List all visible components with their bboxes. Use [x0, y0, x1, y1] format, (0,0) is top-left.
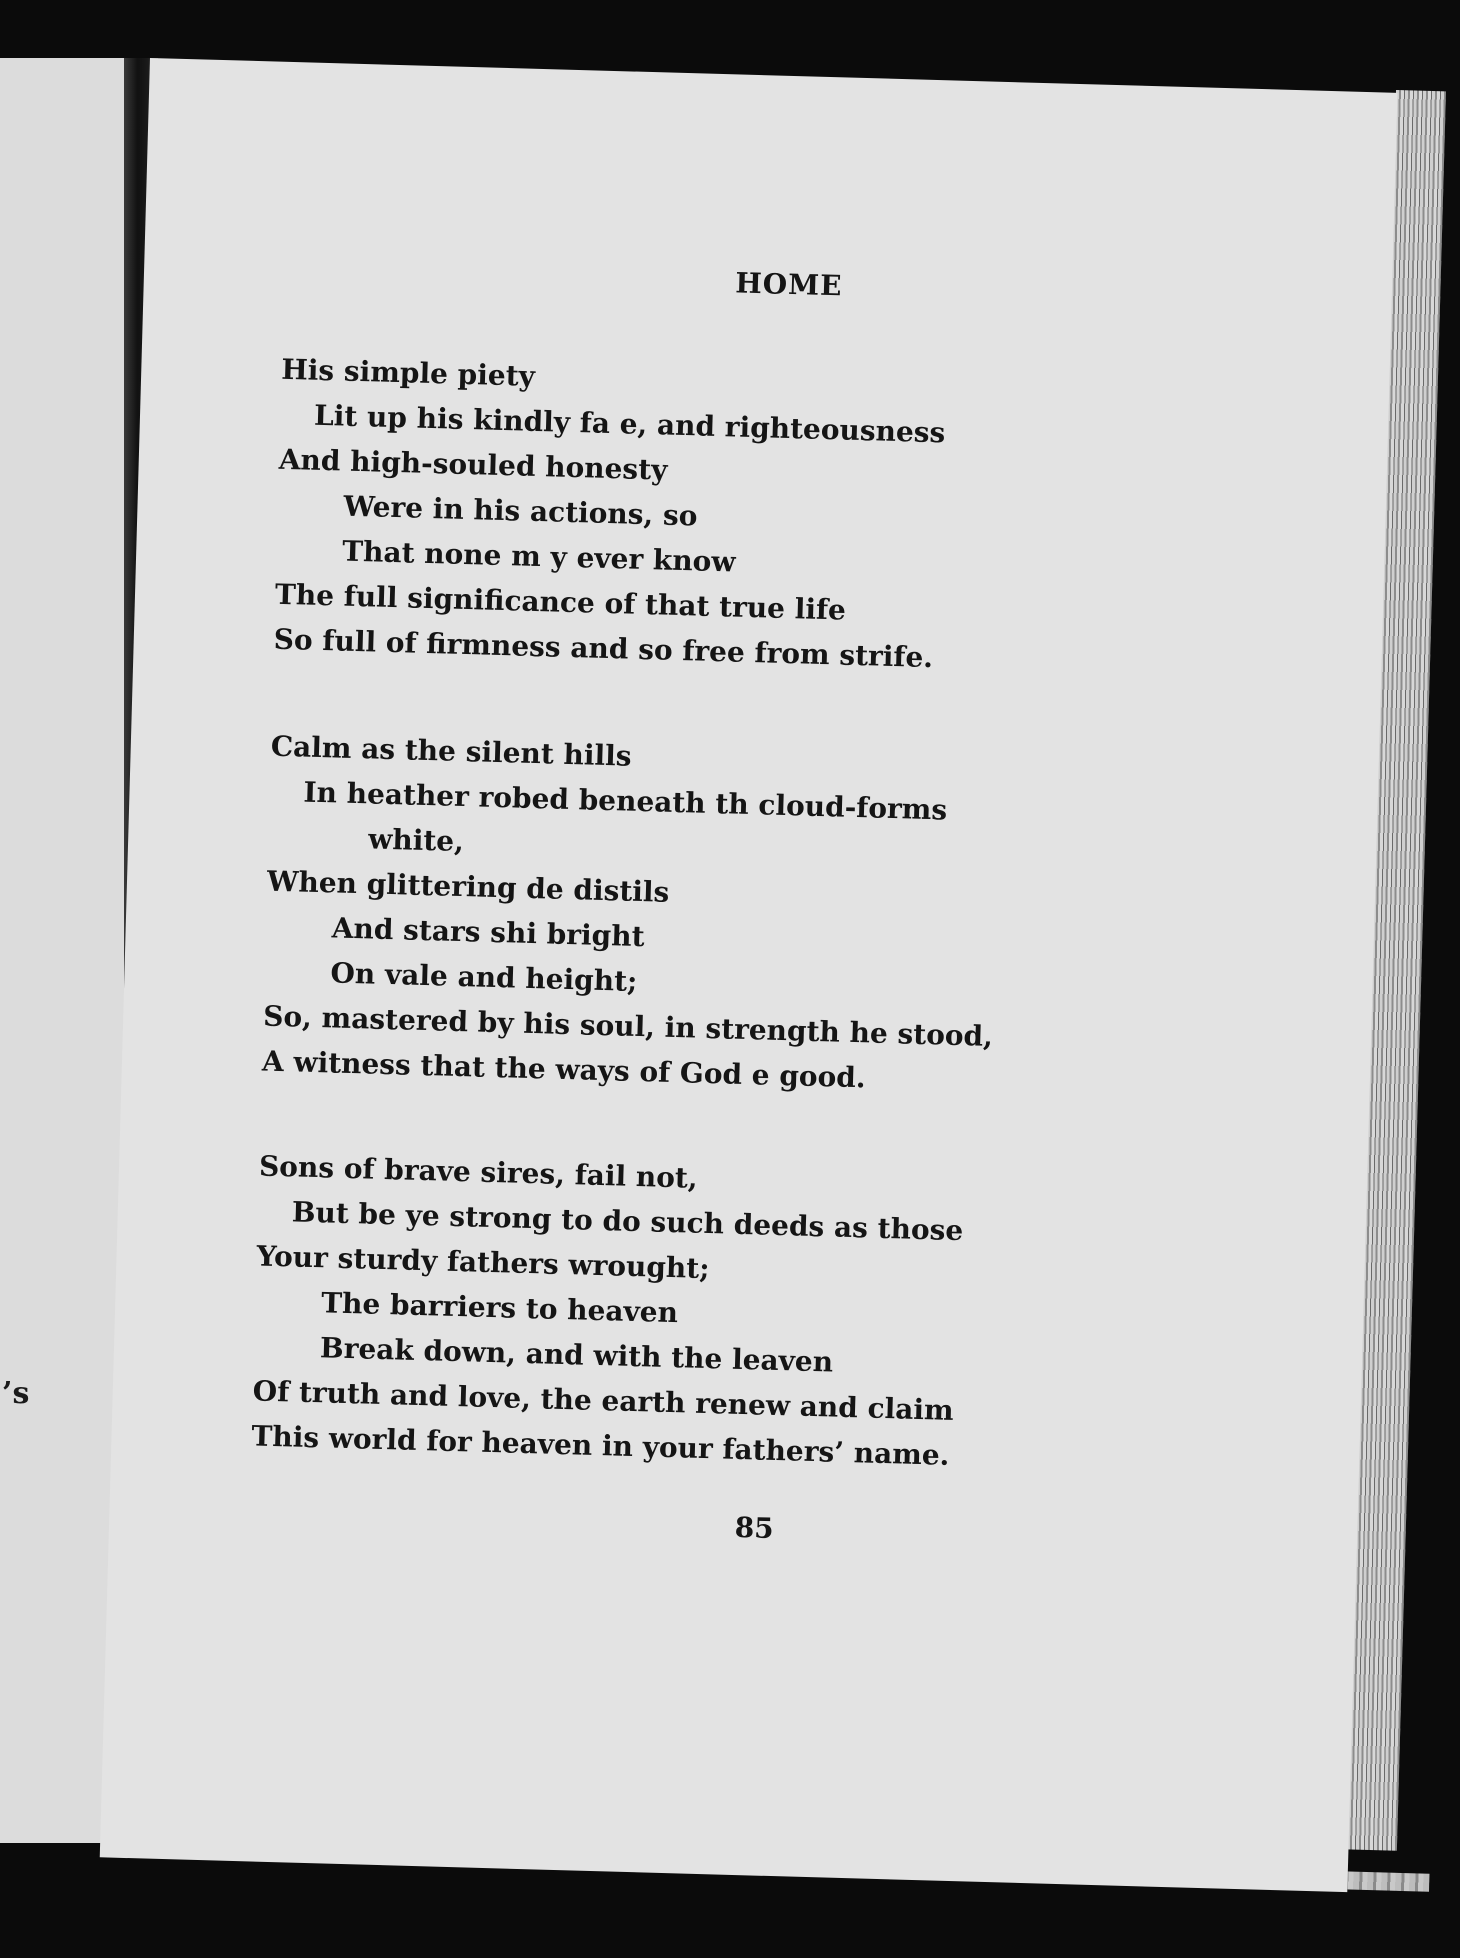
left-page-fragment: ’s	[2, 1376, 30, 1411]
poem-line: Calm as the silent hills	[270, 729, 633, 773]
left-page	[0, 58, 124, 1843]
poem-line: white,	[367, 822, 465, 859]
stanza-3	[251, 1143, 1339, 1488]
poem-line: This world for heaven in your fathers’ name.	[251, 1419, 950, 1472]
poem-title: HOME	[734, 266, 843, 303]
poem-line: A witness that the ways of God e good.	[261, 1044, 867, 1095]
poem-line: The barriers to heaven	[320, 1286, 679, 1330]
page-content	[100, 58, 1398, 1892]
poem-line: The full significance of that true life	[274, 577, 847, 627]
stanza-1	[273, 347, 1361, 692]
poem-line: On vale and height;	[330, 956, 638, 998]
poem-line: When glittering de distils	[266, 864, 670, 909]
poem-line: Sons of brave sires, fail not,	[258, 1149, 699, 1195]
poem-line: In heather robed beneath th cloud-forms	[303, 775, 948, 827]
poem-line: His simple piety	[280, 352, 536, 393]
poem-line: And high-souled honesty	[278, 442, 668, 487]
poem-line: Break down, and with the leaven	[319, 1331, 834, 1379]
poem-line: Of truth and love, the earth renew and claim	[252, 1374, 955, 1427]
poem-line: Your sturdy fathers wrought;	[256, 1239, 711, 1286]
poem-line: So, mastered by his soul, in strength he stood,	[262, 999, 994, 1053]
poem-line: But be ye strong to do such deeds as those	[291, 1195, 964, 1248]
page-number: 85	[734, 1510, 775, 1545]
poem-line: And stars shi bright	[331, 911, 645, 954]
poem-line: So full of firmness and so free from strife.	[273, 622, 934, 675]
poem-line: Were in his actions, so	[343, 489, 698, 533]
poem-line: That none m y ever know	[341, 534, 736, 579]
poem-line: Lit up his kindly fa e, and righteousness	[313, 398, 946, 450]
right-page	[100, 58, 1398, 1892]
stanza-2	[261, 724, 1351, 1114]
